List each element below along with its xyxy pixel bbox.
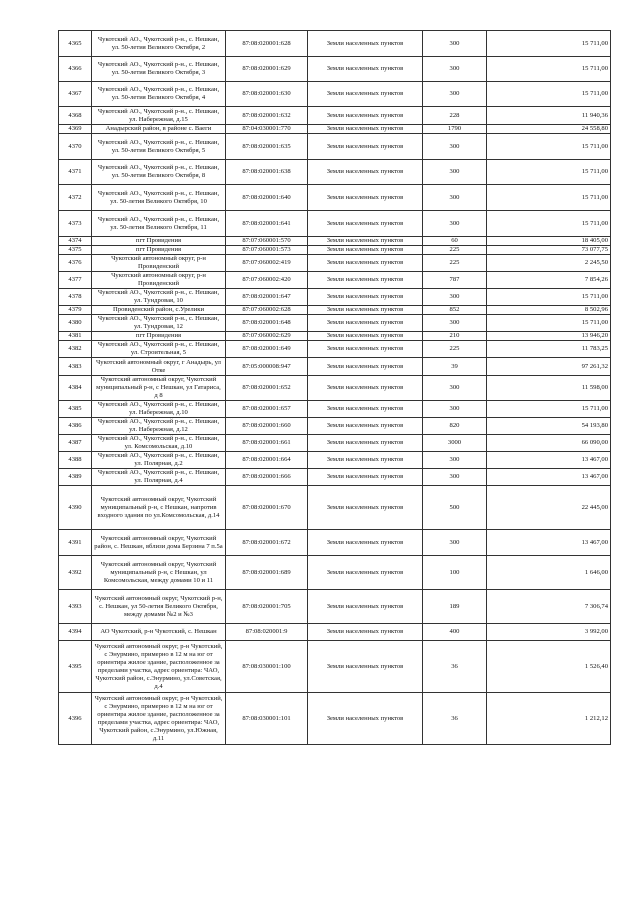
row-cadastral-value: 15 711,00 <box>487 211 611 237</box>
table-row <box>59 255 611 272</box>
row-number: 4378 <box>59 289 92 306</box>
table-row <box>59 556 611 590</box>
row-land-category: Земли населенных пунктов <box>308 376 423 401</box>
row-land-category: Земли населенных пунктов <box>308 624 423 641</box>
row-cadastral-value: 22 445,00 <box>487 486 611 530</box>
row-number: 4392 <box>59 556 92 590</box>
row-cadastral-number: 87:08:020001:657 <box>226 401 308 418</box>
row-number: 4383 <box>59 358 92 376</box>
table-row <box>59 185 611 211</box>
row-address: Чукотский АО., Чукотский р-н., с. Нешкан, ул. 50-летия Великого Октября, 11 <box>92 211 226 237</box>
table-row <box>59 693 611 745</box>
table-row <box>59 82 611 107</box>
row-land-category: Земли населенных пунктов <box>308 590 423 624</box>
row-area: 189 <box>423 590 487 624</box>
row-cadastral-value: 15 711,00 <box>487 401 611 418</box>
row-land-category: Земли населенных пунктов <box>308 185 423 211</box>
row-area: 500 <box>423 486 487 530</box>
row-land-category: Земли населенных пунктов <box>308 57 423 82</box>
row-land-category: Земли населенных пунктов <box>308 469 423 486</box>
row-area: 36 <box>423 641 487 693</box>
row-cadastral-value: 15 711,00 <box>487 289 611 306</box>
row-number: 4375 <box>59 246 92 255</box>
row-area: 300 <box>423 315 487 332</box>
row-cadastral-value: 15 711,00 <box>487 160 611 185</box>
row-cadastral-value: 3 992,00 <box>487 624 611 641</box>
row-land-category: Земли населенных пунктов <box>308 556 423 590</box>
row-cadastral-number: 87:08:020001:629 <box>226 57 308 82</box>
table-row <box>59 530 611 556</box>
row-land-category: Земли населенных пунктов <box>308 315 423 332</box>
table-row <box>59 31 611 57</box>
row-cadastral-number: 87:07:060002:419 <box>226 255 308 272</box>
row-area: 210 <box>423 332 487 341</box>
row-number: 4382 <box>59 341 92 358</box>
row-land-category: Земли населенных пунктов <box>308 418 423 435</box>
row-area: 36 <box>423 693 487 745</box>
row-land-category: Земли населенных пунктов <box>308 246 423 255</box>
row-cadastral-value: 15 711,00 <box>487 185 611 211</box>
row-area: 300 <box>423 134 487 160</box>
row-land-category: Земли населенных пунктов <box>308 125 423 134</box>
table-row <box>59 107 611 125</box>
row-cadastral-value: 18 405,00 <box>487 237 611 246</box>
row-cadastral-number: 87:08:020001:641 <box>226 211 308 237</box>
row-cadastral-value: 15 711,00 <box>487 134 611 160</box>
row-cadastral-value: 15 711,00 <box>487 82 611 107</box>
row-land-category: Земли населенных пунктов <box>308 306 423 315</box>
row-area: 228 <box>423 107 487 125</box>
table-row <box>59 341 611 358</box>
row-area: 100 <box>423 556 487 590</box>
row-area: 787 <box>423 272 487 289</box>
table-row <box>59 160 611 185</box>
row-cadastral-number: 87:08:030001:101 <box>226 693 308 745</box>
row-land-category: Земли населенных пунктов <box>308 332 423 341</box>
row-cadastral-number: 87:08:020001:661 <box>226 435 308 452</box>
row-cadastral-value: 54 193,80 <box>487 418 611 435</box>
row-number: 4365 <box>59 31 92 57</box>
row-address: Чукотский АО., Чукотский р-н., с. Нешкан, ул. 50-летия Великого Октября, 8 <box>92 160 226 185</box>
row-number: 4376 <box>59 255 92 272</box>
row-cadastral-value: 13 467,00 <box>487 452 611 469</box>
registry-body <box>59 31 611 745</box>
row-area: 60 <box>423 237 487 246</box>
row-cadastral-value: 11 598,00 <box>487 376 611 401</box>
table-row <box>59 272 611 289</box>
row-cadastral-number: 87:08:020001:638 <box>226 160 308 185</box>
row-address: Анадырский район, в районе с. Ваеги <box>92 125 226 134</box>
row-cadastral-value: 15 711,00 <box>487 31 611 57</box>
row-cadastral-number: 87:08:020001:647 <box>226 289 308 306</box>
row-area: 300 <box>423 57 487 82</box>
row-land-category: Земли населенных пунктов <box>308 31 423 57</box>
row-area: 300 <box>423 82 487 107</box>
row-cadastral-number: 87:08:020001:635 <box>226 134 308 160</box>
row-cadastral-value: 13 467,00 <box>487 469 611 486</box>
row-land-category: Земли населенных пунктов <box>308 255 423 272</box>
row-cadastral-value: 2 245,50 <box>487 255 611 272</box>
row-number: 4393 <box>59 590 92 624</box>
row-cadastral-value: 8 502,96 <box>487 306 611 315</box>
row-address: Чукотский автономный округ, р-н Провиденский <box>92 255 226 272</box>
row-land-category: Земли населенных пунктов <box>308 289 423 306</box>
row-cadastral-value: 24 558,80 <box>487 125 611 134</box>
row-cadastral-number: 87:08:020001:672 <box>226 530 308 556</box>
table-row <box>59 306 611 315</box>
row-cadastral-value: 7 306,74 <box>487 590 611 624</box>
row-land-category: Земли населенных пунктов <box>308 82 423 107</box>
row-address: Чукотский АО., Чукотский р-н., с. Нешкан, ул. Строительная, 5 <box>92 341 226 358</box>
row-address: Чукотский АО., Чукотский р-н., с. Нешкан, ул. 50-летия Великого Октября, 3 <box>92 57 226 82</box>
row-address: Чукотский АО., Чукотский р-н., с. Нешкан, ул. 50-летия Великого Октября, 4 <box>92 82 226 107</box>
row-number: 4389 <box>59 469 92 486</box>
row-cadastral-value: 15 711,00 <box>487 315 611 332</box>
row-cadastral-value: 1 212,12 <box>487 693 611 745</box>
row-area: 1790 <box>423 125 487 134</box>
row-address: Чукотский АО., Чукотский р-н., с. Нешкан, ул. 50-летия Великого Октября, 5 <box>92 134 226 160</box>
table-row <box>59 125 611 134</box>
row-cadastral-number: 87:07:060002:629 <box>226 332 308 341</box>
row-land-category: Земли населенных пунктов <box>308 641 423 693</box>
row-area: 39 <box>423 358 487 376</box>
row-area: 300 <box>423 289 487 306</box>
row-area: 300 <box>423 376 487 401</box>
table-row <box>59 134 611 160</box>
row-land-category: Земли населенных пунктов <box>308 134 423 160</box>
row-address: Чукотский автономный округ, р-н Чукотский, с Энурмино, примерно в 12 м на юг от ориентира жилое здание, расположенное за пределами участка, адрес ориентира: ЧАО, Чукотский район, с.Энурмино, ул.Южная, д.11 <box>92 693 226 745</box>
row-number: 4367 <box>59 82 92 107</box>
row-address: пгт Провидения <box>92 246 226 255</box>
row-address: Чукотский АО., Чукотский р-н., с. Нешкан, ул. Полярная, д.2 <box>92 452 226 469</box>
row-cadastral-number: 87:08:020001:628 <box>226 31 308 57</box>
row-cadastral-value: 97 261,32 <box>487 358 611 376</box>
row-address: Чукотский автономный округ, р-н Провиденский <box>92 272 226 289</box>
row-number: 4374 <box>59 237 92 246</box>
table-row <box>59 486 611 530</box>
row-address: пгт Провидения <box>92 332 226 341</box>
row-cadastral-number: 87:08:020001:670 <box>226 486 308 530</box>
row-land-category: Земли населенных пунктов <box>308 160 423 185</box>
row-cadastral-number: 87:08:020001:632 <box>226 107 308 125</box>
row-number: 4369 <box>59 125 92 134</box>
table-row <box>59 211 611 237</box>
row-cadastral-value: 7 854,26 <box>487 272 611 289</box>
row-cadastral-number: 87:08:020001:649 <box>226 341 308 358</box>
row-address: АО Чукотский, р-н Чукотский, с. Нешкан <box>92 624 226 641</box>
row-cadastral-value: 66 090,00 <box>487 435 611 452</box>
row-area: 225 <box>423 341 487 358</box>
row-address: Чукотский автономный округ, Чукотский муниципальный р-н, с Нешкан, ул Гатариса, д 8 <box>92 376 226 401</box>
row-cadastral-value: 13 946,20 <box>487 332 611 341</box>
row-cadastral-number: 87:08:020001:666 <box>226 469 308 486</box>
table-row <box>59 435 611 452</box>
row-cadastral-number: 87:08:020001:630 <box>226 82 308 107</box>
row-land-category: Земли населенных пунктов <box>308 530 423 556</box>
row-number: 4381 <box>59 332 92 341</box>
table-row <box>59 289 611 306</box>
row-address: Чукотский АО., Чукотский р-н., с. Нешкан, ул. Набережная, д.12 <box>92 418 226 435</box>
row-land-category: Земли населенных пунктов <box>308 211 423 237</box>
row-number: 4390 <box>59 486 92 530</box>
table-row <box>59 315 611 332</box>
row-cadastral-number: 87:08:020001:705 <box>226 590 308 624</box>
row-address: Чукотский автономный округ, Чукотский р-н, с. Нешкан, ул 50-летия Великого Октября, между домами №2 и №3 <box>92 590 226 624</box>
row-address: Чукотский автономный округ, Чукотский муниципальный р-н, с Нешкан, напротив входного здания по ул.Комсомольская, д.14 <box>92 486 226 530</box>
row-cadastral-number: 87:08:020001:664 <box>226 452 308 469</box>
row-cadastral-number: 87:04:030001:770 <box>226 125 308 134</box>
row-number: 4384 <box>59 376 92 401</box>
row-land-category: Земли населенных пунктов <box>308 435 423 452</box>
row-cadastral-number: 87:08:020001:689 <box>226 556 308 590</box>
table-row <box>59 641 611 693</box>
row-area: 300 <box>423 530 487 556</box>
row-area: 300 <box>423 452 487 469</box>
row-land-category: Земли населенных пунктов <box>308 341 423 358</box>
row-address: пгт Провидения <box>92 237 226 246</box>
row-cadastral-number: 87:07:060001:573 <box>226 246 308 255</box>
row-address: Чукотский автономный округ, р-н Чукотский, с Энурмино, примерно в 12 м на юг от ориентира жилое здание, расположенное за пределами участка, адрес ориентира: ЧАО, Чукотский район, с.Энурмино, ул.Советская, д.4 <box>92 641 226 693</box>
row-number: 4394 <box>59 624 92 641</box>
table-row <box>59 332 611 341</box>
row-number: 4396 <box>59 693 92 745</box>
row-area: 300 <box>423 160 487 185</box>
row-address: Чукотский АО., Чукотский р-н., с. Нешкан, ул. Набережная, д.10 <box>92 401 226 418</box>
row-area: 852 <box>423 306 487 315</box>
row-number: 4377 <box>59 272 92 289</box>
row-address: Чукотский АО., Чукотский р-н., с. Нешкан, ул. Полярная, д.4 <box>92 469 226 486</box>
row-cadastral-number: 87:07:060002:420 <box>226 272 308 289</box>
row-land-category: Земли населенных пунктов <box>308 272 423 289</box>
row-area: 3000 <box>423 435 487 452</box>
row-number: 4370 <box>59 134 92 160</box>
row-number: 4386 <box>59 418 92 435</box>
row-address: Чукотский АО., Чукотский р-н., с. Нешкан, ул. Тундровая, 12 <box>92 315 226 332</box>
row-cadastral-number: 87:05:000008:947 <box>226 358 308 376</box>
row-land-category: Земли населенных пунктов <box>308 693 423 745</box>
row-number: 4387 <box>59 435 92 452</box>
row-cadastral-value: 1 646,00 <box>487 556 611 590</box>
row-address: Чукотский автономный округ, г Анадырь, ул Отке <box>92 358 226 376</box>
row-address: Чукотский АО., Чукотский р-н., с. Нешкан, ул. 50-летия Великого Октября, 2 <box>92 31 226 57</box>
row-address: Провиденский район, с.Урелики <box>92 306 226 315</box>
row-area: 300 <box>423 469 487 486</box>
table-row <box>59 57 611 82</box>
row-address: Чукотский автономный округ, Чукотский муниципальный р-н, с Нешкан, ул Комсомольская, между домами 10 и 11 <box>92 556 226 590</box>
row-number: 4380 <box>59 315 92 332</box>
row-address: Чукотский АО., Чукотский р-н., с. Нешкан, ул. 50-летия Великого Октября, 10 <box>92 185 226 211</box>
table-row <box>59 246 611 255</box>
land-registry-table <box>58 30 611 745</box>
row-area: 300 <box>423 211 487 237</box>
row-cadastral-value: 13 467,00 <box>487 530 611 556</box>
row-cadastral-value: 73 077,75 <box>487 246 611 255</box>
row-area: 225 <box>423 246 487 255</box>
row-cadastral-number: 87:08:020001:652 <box>226 376 308 401</box>
table-row <box>59 624 611 641</box>
row-cadastral-value: 11 783,25 <box>487 341 611 358</box>
row-address: Чукотский АО., Чукотский р-н., с. Нешкан, ул. Набережная, д.15 <box>92 107 226 125</box>
row-cadastral-number: 87:07:060002:628 <box>226 306 308 315</box>
table-row <box>59 401 611 418</box>
row-cadastral-number: 87:08:020001:660 <box>226 418 308 435</box>
row-number: 4368 <box>59 107 92 125</box>
row-number: 4395 <box>59 641 92 693</box>
table-row <box>59 469 611 486</box>
row-land-category: Земли населенных пунктов <box>308 358 423 376</box>
row-number: 4371 <box>59 160 92 185</box>
row-land-category: Земли населенных пунктов <box>308 486 423 530</box>
row-cadastral-value: 15 711,00 <box>487 57 611 82</box>
row-area: 300 <box>423 31 487 57</box>
row-address: Чукотский автономный округ, Чукотский район, с. Нешкан, вблизи дома Берзина 7 п.5а <box>92 530 226 556</box>
row-cadastral-number: 87:08:020001:640 <box>226 185 308 211</box>
row-address: Чукотский АО., Чукотский р-н., с. Нешкан, ул. Комсомольская, д.10 <box>92 435 226 452</box>
table-row <box>59 237 611 246</box>
table-row <box>59 358 611 376</box>
row-area: 300 <box>423 185 487 211</box>
row-cadastral-number: 87:07:060001:570 <box>226 237 308 246</box>
row-area: 225 <box>423 255 487 272</box>
row-land-category: Земли населенных пунктов <box>308 237 423 246</box>
row-area: 400 <box>423 624 487 641</box>
row-number: 4366 <box>59 57 92 82</box>
table-row <box>59 452 611 469</box>
row-number: 4372 <box>59 185 92 211</box>
row-number: 4379 <box>59 306 92 315</box>
row-number: 4373 <box>59 211 92 237</box>
row-number: 4388 <box>59 452 92 469</box>
table-row <box>59 376 611 401</box>
row-number: 4385 <box>59 401 92 418</box>
row-area: 820 <box>423 418 487 435</box>
row-land-category: Земли населенных пунктов <box>308 107 423 125</box>
row-cadastral-number: 87:08:020001:9 <box>226 624 308 641</box>
row-cadastral-value: 11 940,36 <box>487 107 611 125</box>
table-row <box>59 590 611 624</box>
row-cadastral-value: 1 526,40 <box>487 641 611 693</box>
row-cadastral-number: 87:08:030001:100 <box>226 641 308 693</box>
row-cadastral-number: 87:08:020001:648 <box>226 315 308 332</box>
row-area: 300 <box>423 401 487 418</box>
row-number: 4391 <box>59 530 92 556</box>
row-land-category: Земли населенных пунктов <box>308 452 423 469</box>
row-land-category: Земли населенных пунктов <box>308 401 423 418</box>
table-row <box>59 418 611 435</box>
row-address: Чукотский АО., Чукотский р-н., с. Нешкан, ул. Тундровая, 10 <box>92 289 226 306</box>
